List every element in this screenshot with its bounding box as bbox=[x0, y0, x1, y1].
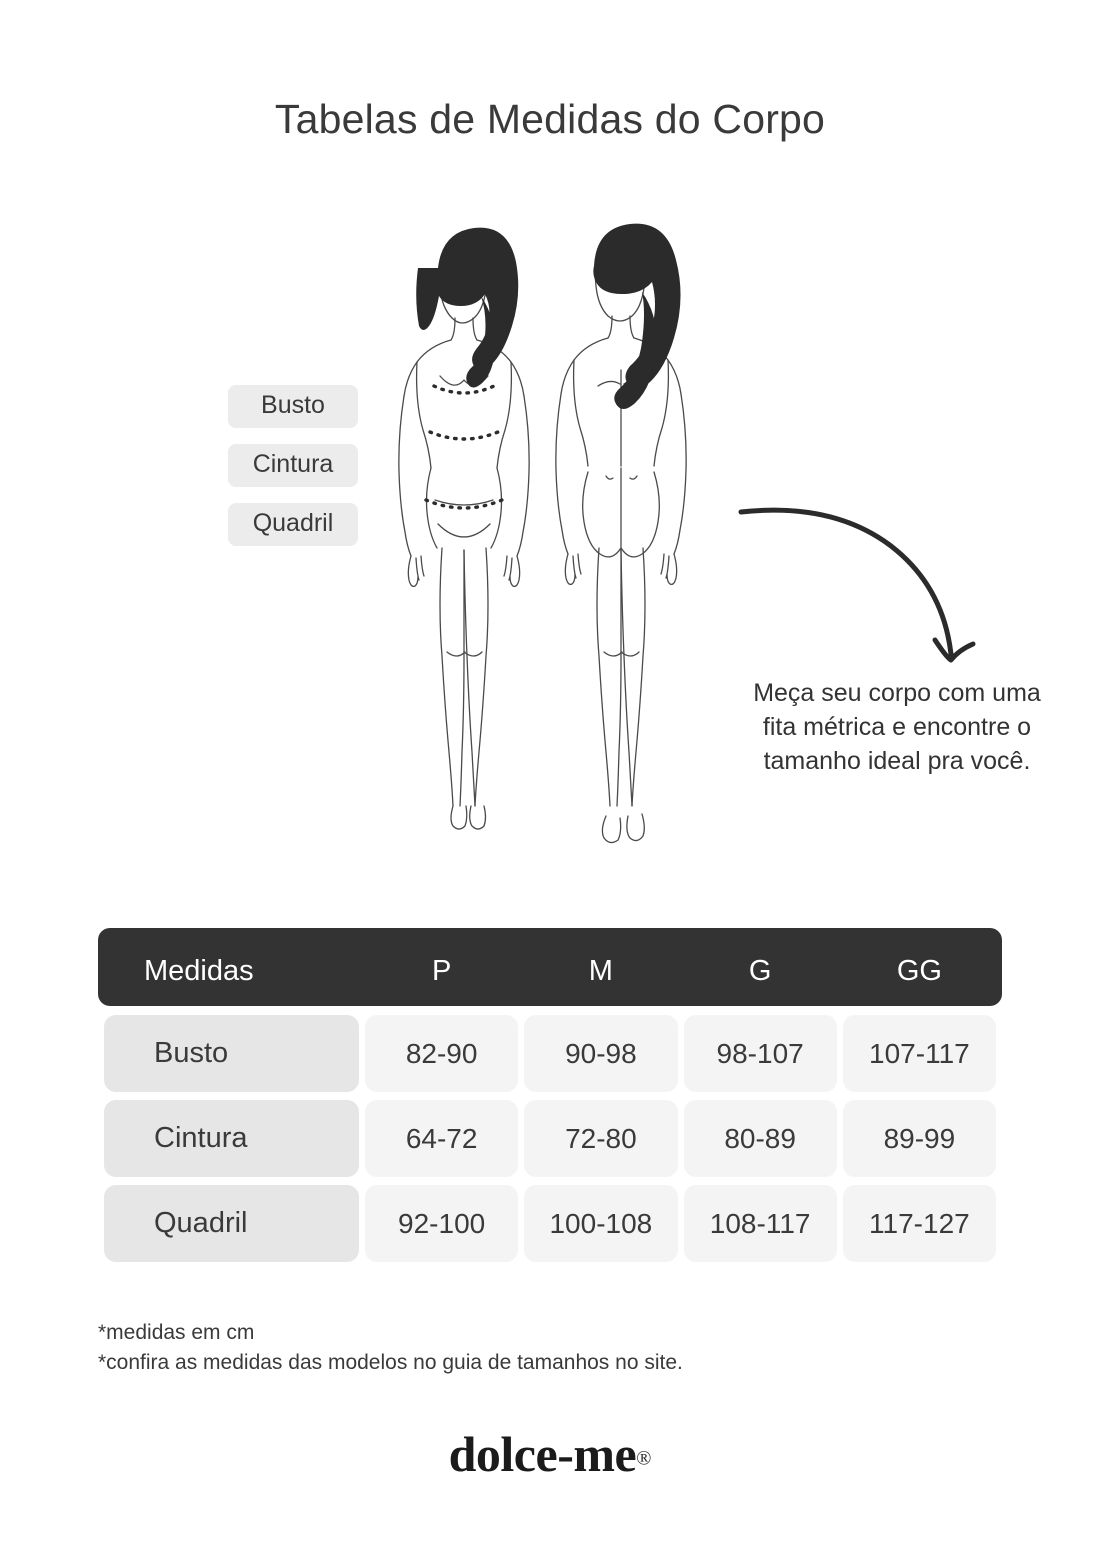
table-row bbox=[104, 1100, 996, 1177]
column-header-gg: GG bbox=[896, 955, 942, 987]
table-row bbox=[104, 1015, 996, 1092]
measure-instruction-text: Meça seu corpo com uma fita métrica e encontre o tamanho ideal pra você. bbox=[753, 679, 1041, 775]
female-body-back-illustration bbox=[556, 224, 686, 843]
row-label-cintura: Cintura bbox=[104, 1100, 359, 1177]
cell-busto-gg: 107-117 bbox=[843, 1015, 996, 1092]
measurement-labels bbox=[228, 385, 358, 562]
cell-quadril-gg: 117-127 bbox=[843, 1185, 996, 1262]
size-table bbox=[98, 928, 1002, 1270]
cell-quadril-p: 92-100 bbox=[365, 1185, 518, 1262]
footnote-units: *medidas em cm bbox=[98, 1321, 255, 1344]
illustration-section bbox=[0, 190, 1100, 920]
cell-quadril-g: 108-117 bbox=[684, 1185, 837, 1262]
measurement-chip-cintura: Cintura bbox=[228, 444, 358, 487]
cell-cintura-g: 80-89 bbox=[684, 1100, 837, 1177]
cell-cintura-gg: 89-99 bbox=[843, 1100, 996, 1177]
registered-trademark-icon: ® bbox=[636, 1447, 652, 1470]
cell-cintura-m: 72-80 bbox=[524, 1100, 677, 1177]
row-label-quadril: Quadril bbox=[104, 1185, 359, 1262]
page-title: Tabelas de Medidas do Corpo bbox=[274, 96, 826, 142]
cell-cintura-p: 64-72 bbox=[365, 1100, 518, 1177]
column-header-p: P bbox=[431, 955, 452, 987]
body-figures bbox=[350, 200, 770, 900]
cell-busto-g: 98-107 bbox=[684, 1015, 837, 1092]
footnotes bbox=[98, 1318, 998, 1379]
table-header-row bbox=[104, 936, 996, 1007]
cell-quadril-m: 100-108 bbox=[524, 1185, 677, 1262]
table-row bbox=[104, 1185, 996, 1262]
measurement-chip-busto: Busto bbox=[228, 385, 358, 428]
brand-name: dolce-me bbox=[448, 1426, 637, 1482]
column-header-medidas: Medidas bbox=[144, 955, 254, 987]
female-body-front-illustration bbox=[399, 228, 529, 829]
cell-busto-p: 82-90 bbox=[365, 1015, 518, 1092]
size-table-container bbox=[98, 928, 1002, 1270]
footnote-models: *confira as medidas das modelos no guia de tamanhos no site. bbox=[98, 1351, 683, 1375]
column-header-m: M bbox=[588, 955, 613, 987]
curved-arrow-icon bbox=[735, 500, 995, 680]
cell-busto-m: 90-98 bbox=[524, 1015, 677, 1092]
brand-logo bbox=[0, 1425, 1100, 1483]
column-header-g: G bbox=[748, 955, 772, 987]
row-label-busto: Busto bbox=[104, 1015, 359, 1092]
measurement-chip-quadril: Quadril bbox=[228, 503, 358, 546]
